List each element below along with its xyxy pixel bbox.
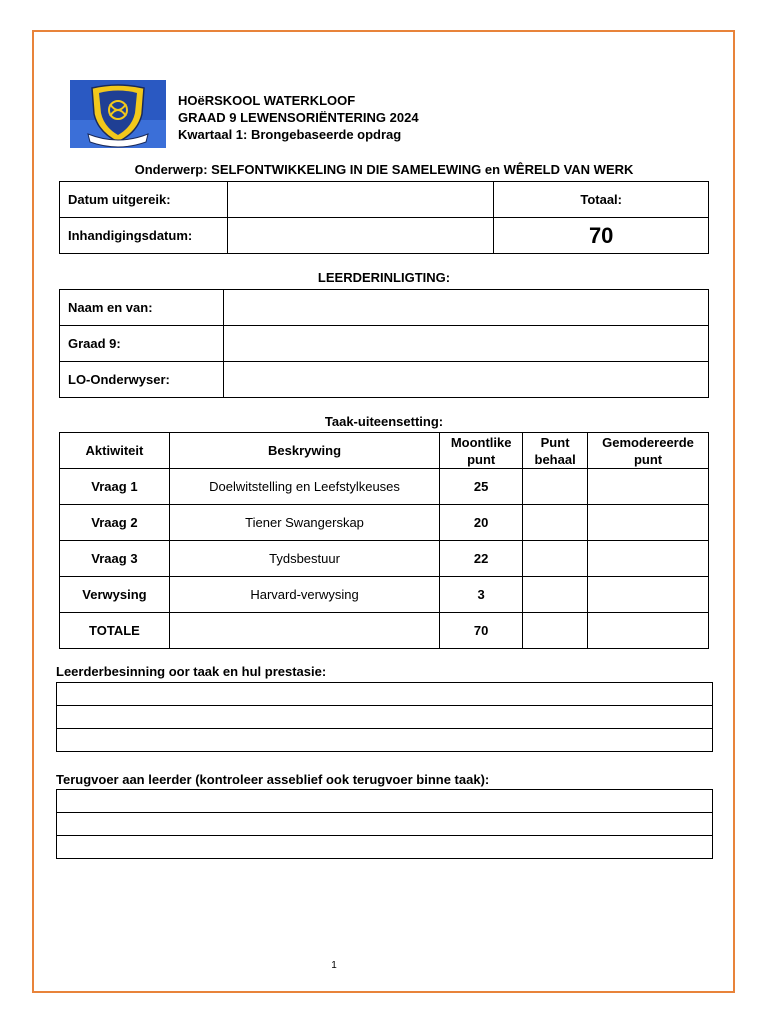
achieved-cell[interactable]: [523, 469, 588, 505]
grade-subject: GRAAD 9 LEWENSORIËNTERING 2024: [178, 110, 419, 125]
activity-cell: Verwysing: [60, 577, 170, 613]
feedback-prompt: Terugvoer aan leerder (kontroleer asseblief ook terugvoer binne taak):: [56, 772, 490, 787]
page-number: 1: [331, 960, 337, 971]
writing-line[interactable]: [56, 789, 713, 812]
possible-points-header: Moontlike punt: [440, 433, 523, 469]
activity-cell: Vraag 2: [60, 505, 170, 541]
lo-teacher-field[interactable]: [223, 362, 708, 398]
points-cell: 70: [440, 613, 523, 649]
date-issued-field[interactable]: [227, 182, 493, 218]
learner-name-field[interactable]: [223, 290, 708, 326]
table-row: [60, 577, 709, 613]
document-header: [178, 92, 419, 143]
due-date-label: Inhandigingsdatum:: [60, 218, 228, 254]
task-table: [59, 432, 709, 649]
learner-grade-label: Graad 9:: [60, 326, 224, 362]
description-cell: Tydsbestuur: [169, 541, 439, 577]
moderated-cell[interactable]: [588, 541, 709, 577]
achieved-cell[interactable]: [523, 613, 588, 649]
points-cell: 3: [440, 577, 523, 613]
learner-grade-field[interactable]: [223, 326, 708, 362]
description-cell: Harvard-verwysing: [169, 577, 439, 613]
description-cell: Doelwitstelling en Leefstylkeuses: [169, 469, 439, 505]
reflection-prompt: Leerderbesinning oor taak en hul prestasie:: [56, 664, 327, 679]
points-cell: 20: [440, 505, 523, 541]
school-name: HOëRSKOOL WATERKLOOF: [178, 93, 356, 108]
points-cell: 22: [440, 541, 523, 577]
achieved-cell[interactable]: [523, 541, 588, 577]
moderated-cell[interactable]: [588, 469, 709, 505]
date-issued-label: Datum uitgereik:: [60, 182, 228, 218]
writing-line[interactable]: [56, 682, 713, 705]
writing-line[interactable]: [56, 705, 713, 728]
total-value: 70: [494, 218, 709, 254]
table-row: [60, 613, 709, 649]
achieved-cell[interactable]: [523, 505, 588, 541]
total-label: Totaal:: [494, 182, 709, 218]
moderated-cell[interactable]: [588, 613, 709, 649]
table-row: [60, 469, 709, 505]
description-cell: Tiener Swangerskap: [169, 505, 439, 541]
feedback-lines[interactable]: [56, 789, 713, 859]
table-row: [60, 541, 709, 577]
learner-name-label: Naam en van:: [60, 290, 224, 326]
activity-header: Aktiwiteit: [60, 433, 170, 469]
term-task: Kwartaal 1: Brongebaseerde opdrag: [178, 127, 402, 142]
writing-line[interactable]: [56, 812, 713, 835]
activity-cell: Vraag 3: [60, 541, 170, 577]
learner-info-title: LEERDERINLIGTING:: [317, 270, 451, 285]
learner-info-table: [59, 289, 709, 398]
moderated-cell[interactable]: [588, 577, 709, 613]
moderated-points-header: Gemodereerde punt: [588, 433, 709, 469]
writing-line[interactable]: [56, 835, 713, 859]
lo-teacher-label: LO-Onderwyser:: [60, 362, 224, 398]
description-header: Beskrywing: [169, 433, 439, 469]
description-cell: [169, 613, 439, 649]
reflection-lines[interactable]: [56, 682, 713, 752]
achieved-cell[interactable]: [523, 577, 588, 613]
writing-line[interactable]: [56, 728, 713, 752]
task-layout-title: Taak-uiteensetting:: [324, 414, 444, 429]
activity-cell: TOTALE: [60, 613, 170, 649]
info-table: [59, 181, 709, 254]
subject-line: Onderwerp: SELFONTWIKKELING IN DIE SAMELEWING en WÊRELD VAN WERK: [134, 162, 634, 177]
points-cell: 25: [440, 469, 523, 505]
school-crest-logo: [70, 80, 166, 148]
activity-cell: Vraag 1: [60, 469, 170, 505]
achieved-points-header: Punt behaal: [523, 433, 588, 469]
table-row: [60, 505, 709, 541]
moderated-cell[interactable]: [588, 505, 709, 541]
due-date-field[interactable]: [227, 218, 493, 254]
